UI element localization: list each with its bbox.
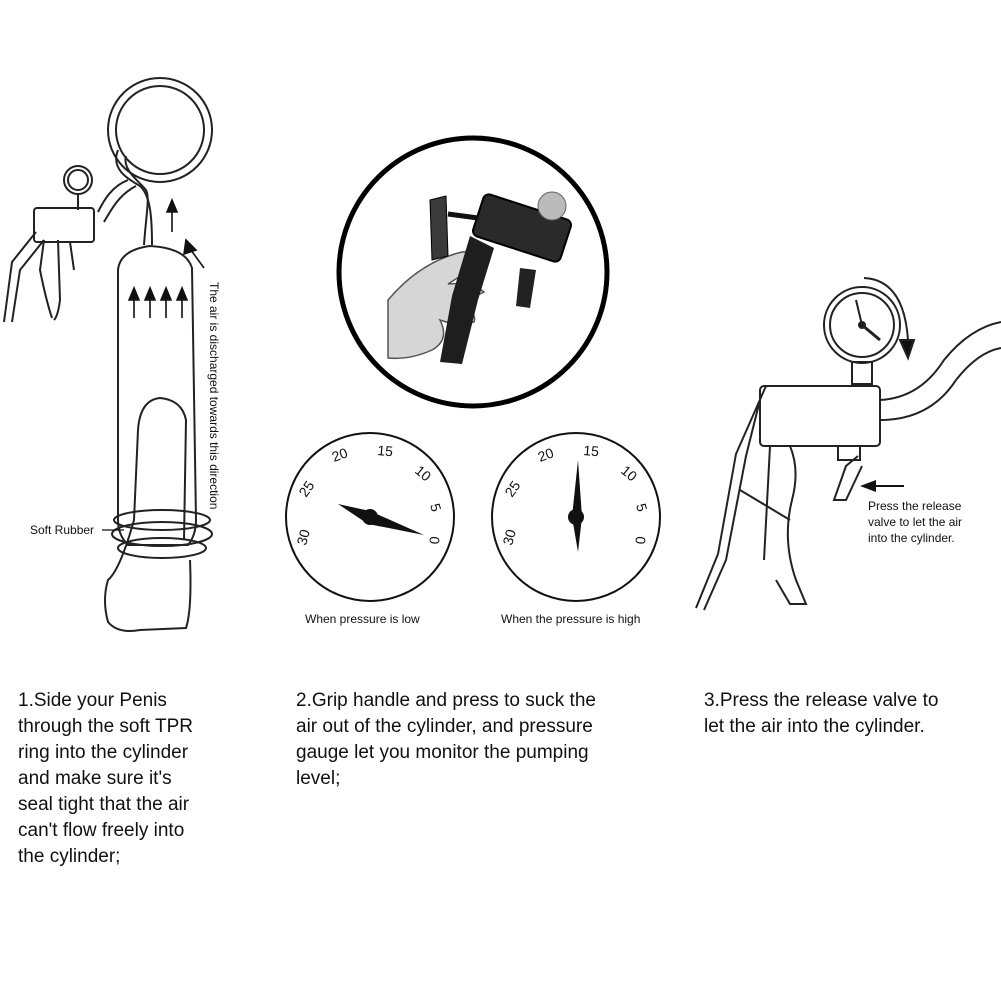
step-2-line: level;	[296, 768, 341, 789]
gauge-tick: 30	[293, 527, 313, 547]
gauge-tick: 20	[535, 444, 556, 465]
gauge-tick: 25	[295, 477, 318, 500]
step-3-line: 3.Press the release valve to	[704, 690, 939, 711]
release-valve-drawing	[696, 278, 1001, 610]
step-2-text	[296, 688, 676, 792]
gauge-tick: 20	[329, 444, 350, 465]
step-2-line: air out of the cylinder, and pressure	[296, 716, 593, 737]
gauge-caption-low: When pressure is low	[305, 612, 420, 626]
step-1-line: can't flow freely into	[18, 820, 185, 841]
gauge-tick: 5	[427, 501, 445, 514]
soft-rubber-label: Soft Rubber	[30, 523, 95, 537]
release-note-line: Press the release	[868, 499, 962, 513]
gauge-tick: 15	[376, 442, 394, 460]
step-1-line: the cylinder;	[18, 846, 121, 867]
step-1-line: and make sure it's	[18, 768, 172, 789]
gauge-tick: 0	[632, 535, 649, 545]
release-note-line: into the cylinder.	[868, 531, 955, 545]
pressure-gauge-low	[286, 433, 454, 601]
step-3-text	[704, 688, 994, 740]
release-pointer-arrow	[860, 480, 904, 492]
pressure-gauge-high	[492, 433, 660, 601]
gauge-tick: 5	[633, 501, 651, 514]
release-note-line: valve to let the air	[868, 515, 963, 529]
step-2-line: 2.Grip handle and press to suck the	[296, 690, 596, 711]
step-3-line: let the air into the cylinder.	[704, 716, 925, 737]
gauge-tick: 15	[582, 442, 600, 460]
gauge-tick: 10	[412, 462, 435, 485]
step-1-line: through the soft TPR	[18, 716, 193, 737]
gauge-tick: 30	[499, 527, 519, 547]
grip-photo-circle	[339, 138, 607, 406]
step-1-line: 1.Side your Penis	[18, 690, 167, 711]
gauge-caption-high: When the pressure is high	[501, 612, 641, 626]
gauge-tick: 0	[426, 535, 443, 545]
step-1-line: ring into the cylinder	[18, 742, 189, 763]
air-direction-text: The air is discharged towards this direction	[207, 282, 221, 510]
step-1-line: seal tight that the air	[18, 794, 190, 815]
step-2-line: gauge let you monitor the pumping	[296, 742, 589, 763]
gauge-tick: 10	[618, 462, 641, 485]
pump-assembly-drawing	[4, 78, 212, 631]
gauge-tick: 25	[501, 477, 524, 500]
step-1-text	[18, 688, 268, 870]
